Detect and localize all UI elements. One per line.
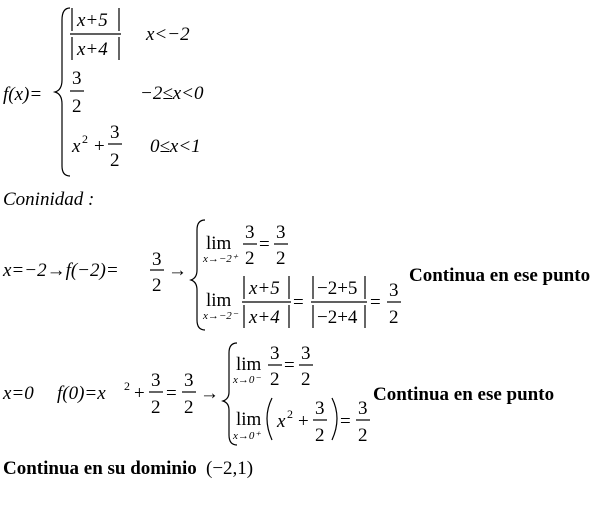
f-of-x-label: f(x)=	[3, 84, 43, 105]
equals-sign: =	[259, 234, 270, 255]
point2-plus: +	[134, 383, 145, 404]
point2-lim2-subscript: x→0⁺	[233, 430, 261, 442]
case3-plus: +	[94, 136, 105, 157]
equals-sign: =	[370, 292, 381, 313]
point1-arrow: →	[168, 260, 187, 281]
piecewise-brace	[55, 8, 70, 176]
point2-lim1-subscript: x→0⁻	[233, 374, 261, 386]
point1-lim1-result-num: 3	[276, 222, 286, 243]
point1-lim1-den: 2	[245, 248, 255, 269]
point2-den1: 2	[151, 397, 161, 418]
point2-f0: f(0)=x	[57, 383, 106, 404]
case1-denominator: x+4	[77, 39, 108, 60]
point2-den2: 2	[184, 397, 194, 418]
point2-lim2-num: 3	[315, 398, 325, 419]
point1-lim2-result-den: 2	[389, 307, 399, 328]
point1-lim2-result-num: 3	[389, 280, 399, 301]
equals-sign: =	[284, 355, 295, 376]
point1-lim2-den: x+4	[249, 307, 280, 328]
point1-lim1-word: lim	[206, 233, 232, 254]
point1-lim2-word: lim	[206, 290, 232, 311]
point2-lim2-word: lim	[236, 409, 262, 430]
case2-numerator: 3	[72, 68, 82, 89]
point2-lim1-word: lim	[236, 354, 262, 375]
point2-intro: x=0	[3, 383, 34, 404]
case3-condition: 0≤x<1	[150, 136, 201, 157]
point1-lim2-mid-num: −2+5	[317, 278, 358, 299]
case1-numerator: x+5	[77, 10, 108, 31]
point1-lim1-subscript: x→−2⁺	[203, 253, 238, 265]
point2-lim1-den: 2	[270, 369, 280, 390]
equals-sign: =	[340, 411, 351, 432]
point2-lim2-result-num: 3	[358, 398, 368, 419]
point2-lim2-den: 2	[315, 425, 325, 446]
point2-num2: 3	[184, 370, 194, 391]
point1-lim2-subscript: x→−2⁻	[203, 310, 238, 322]
point1-lim1-num: 3	[245, 222, 255, 243]
equals-sign: =	[293, 292, 304, 313]
equals-sign: =	[166, 383, 177, 404]
point1-value-den: 2	[152, 275, 162, 296]
point1-lim2-mid-den: −2+4	[317, 307, 358, 328]
point1-conclusion: Continua en ese punto	[409, 265, 591, 286]
point2-lim1-num: 3	[270, 343, 280, 364]
case3-denominator: 2	[110, 150, 120, 171]
point2-num1: 3	[151, 370, 161, 391]
case2-condition: −2≤x<0	[140, 83, 204, 104]
domain-conclusion: Continua en su dominio	[3, 458, 197, 479]
case3-exponent: 2	[82, 132, 88, 146]
point1-lim1-result-den: 2	[276, 248, 286, 269]
case2-denominator: 2	[72, 96, 82, 117]
point2-lim2-exponent: 2	[287, 407, 293, 421]
domain-interval: (−2,1)	[206, 458, 254, 479]
point2-arrow: →	[200, 383, 219, 404]
case3-numerator: 3	[110, 122, 120, 143]
case3-base: x	[72, 136, 81, 157]
point2-lim2-plus: +	[298, 411, 309, 432]
point1-lim2-num: x+5	[249, 278, 280, 299]
point2-lim1-result-num: 3	[301, 343, 311, 364]
point2-lim2-result-den: 2	[358, 425, 368, 446]
point2-exponent: 2	[124, 379, 130, 393]
point1-intro: x=−2→f(−2)=	[3, 260, 119, 281]
section-heading: Coninidad :	[3, 189, 95, 210]
point2-conclusion: Continua en ese punto	[373, 384, 555, 405]
left-paren	[267, 398, 272, 440]
point2-lim1-result-den: 2	[301, 369, 311, 390]
point2-lim2-inner: x	[277, 411, 286, 432]
right-paren	[332, 398, 337, 440]
case1-condition: x<−2	[146, 24, 190, 45]
point1-value-num: 3	[152, 249, 162, 270]
